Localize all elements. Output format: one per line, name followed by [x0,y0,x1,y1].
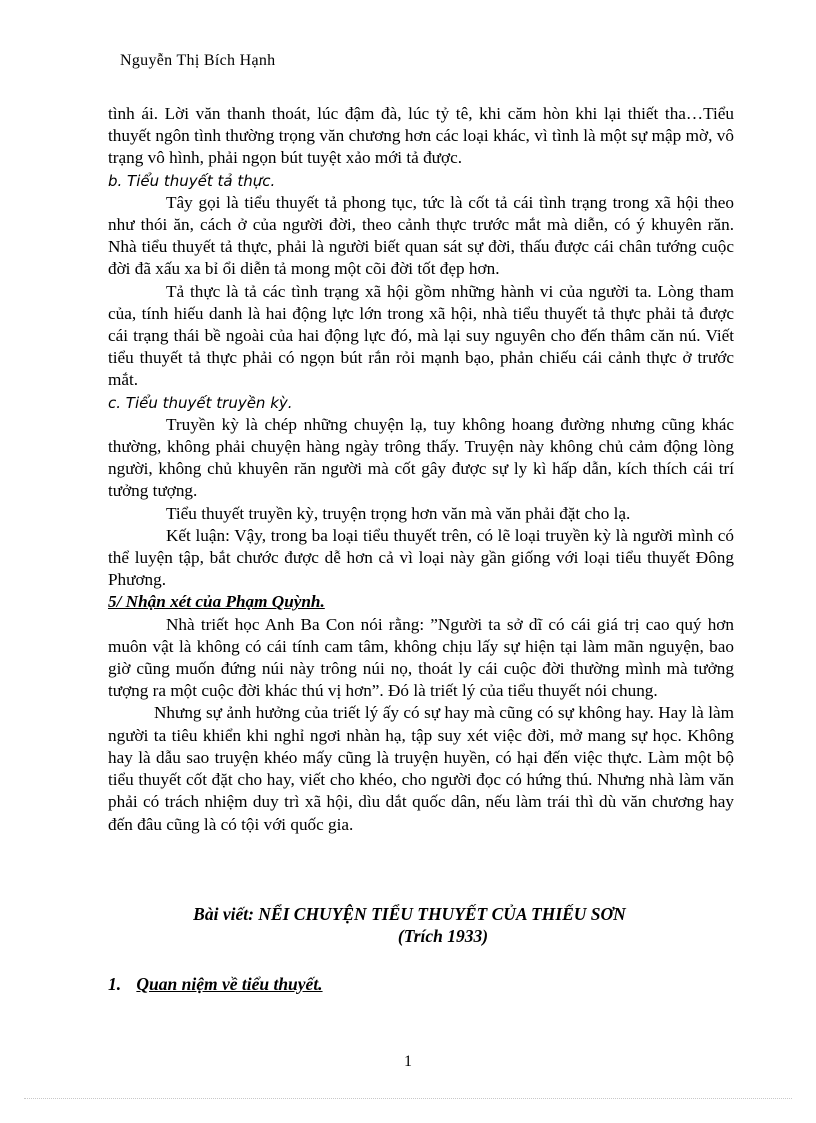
article-subtitle: (Trích 1933) [397,926,489,946]
page-number: 1 [404,1053,412,1070]
paragraph: Tả thực là tả các tình trạng xã hội gồm những hành vi của người ta. Lòng tham của, tính hiếu danh là hai động lực lớn trong xã hội, nhà tiểu thuyết tả thực phải tả được cái trạng thái bề ngoài của hai động lực đó, mà lại suy nguyên cho đến thâm căn nú. Viết tiểu thuyết tả thực phải có ngọn bút rắn rỏi mạnh bạo, phản chiếu cái cảnh thực ở trước mắt. [108,281,734,390]
paragraph: Nhưng sự ảnh hưởng của triết lý ấy có sự hay mà cũng có sự không hay. Hay là làm người ta tiêu khiển khi nghỉ ngơi nhàn hạ, tập suy xét việc đời, mở mang sự học. Không hay là dẫu sao truyện khéo mấy cũng là truyện huyền, có hại đến việc thực. Làm một bộ tiểu thuyết cốt đặt cho hay, viết cho khéo, cho người đọc có hứng thú. Nhưng nhà làm văn phải có trách nhiệm duy trì xã hội, dìu dắt quốc dân, nếu làm trái thì dù văn chương hay đến đâu cũng là có tội với quốc gia. [108,703,734,834]
paragraph: Tây gọi là tiểu thuyết tả phong tục, tức là cốt tả cái tình trạng trong xã hội theo như thói ăn, cách ở của người đời, theo cảnh thực trước mắt mà diễn, có ý khuyên răn. Nhà tiểu thuyết tả thực, phải là người biết quan sát sự đời, thấu được cái chân tướng cuộc đời đã xấu xa bỉ ổi diễn tả mong một cõi đời tốt đẹp hơn. [108,192,734,279]
paragraph: Truyền kỳ là chép những chuyện lạ, tuy không hoang đường nhưng cũng khác thường, không phải chuyện hàng ngày trông thấy. Truyện này không chủ cảm động lòng người, không chủ khuyên răn người mà cốt gây được sự ly kì hấp dẫn, kích thích cái trí tưởng tượng. [108,414,734,501]
article-title-block [0,903,816,947]
paragraph: tình ái. Lời văn thanh thoát, lúc đậm đà, lúc tỷ tê, khi căm hòn khi lại thiết tha…Tiểu thuyết ngôn tình thường trọng văn chương hơn các loại khác, vì tình là một sự mập mờ, vô trạng vô hình, phải ngọn bút tuyệt xảo mới tả được. [108,104,734,168]
paragraph: Tiểu thuyết truyền kỳ, truyện trọng hơn văn mà văn phải đặt cho lạ. [166,503,631,523]
subheading-b: b. Tiểu thuyết tả thực. [108,171,276,190]
page-header-author: Nguyễn Thị Bích Hạnh [120,52,276,69]
paragraph: Nhà triết học Anh Ba Con nói rằng: ”Người ta sở dĩ có cái giá trị cao quý hơn muôn vật là không có cái tính cam tâm, không chịu lấy sự hiện tại làm mãn nguyện, bao giờ cũng muốn đứng núi này trông núi nọ, thoát ly cái cuộc đời thường mình mà tưởng tượng ra một cuộc đời khác thú vị hơn”. Đó là triết lý của tiểu thuyết nói chung. [108,614,734,701]
heading-number: 1. [108,974,122,994]
section-heading-5: 5/ Nhận xét của Phạm Quỳnh. [108,592,325,612]
heading-text: Quan niệm về tiểu thuyết. [136,974,323,994]
numbered-heading [108,974,323,995]
article-title: Bài viết: NỂI CHUYỆN TIỂU THUYẾT CỦA THIẾU SƠN [193,904,626,924]
page-bottom-divider [24,1098,792,1099]
subheading-c: c. Tiểu thuyết truyền kỳ. [108,393,293,412]
paragraph: Kết luận: Vậy, trong ba loại tiểu thuyết trên, có lẽ loại truyền kỳ là người mình có thể luyện tập, bắt chước được dễ hơn cả vì loại này gần giống với loại tiểu thuyết Đông Phương. [108,525,734,590]
document-body [108,103,734,836]
